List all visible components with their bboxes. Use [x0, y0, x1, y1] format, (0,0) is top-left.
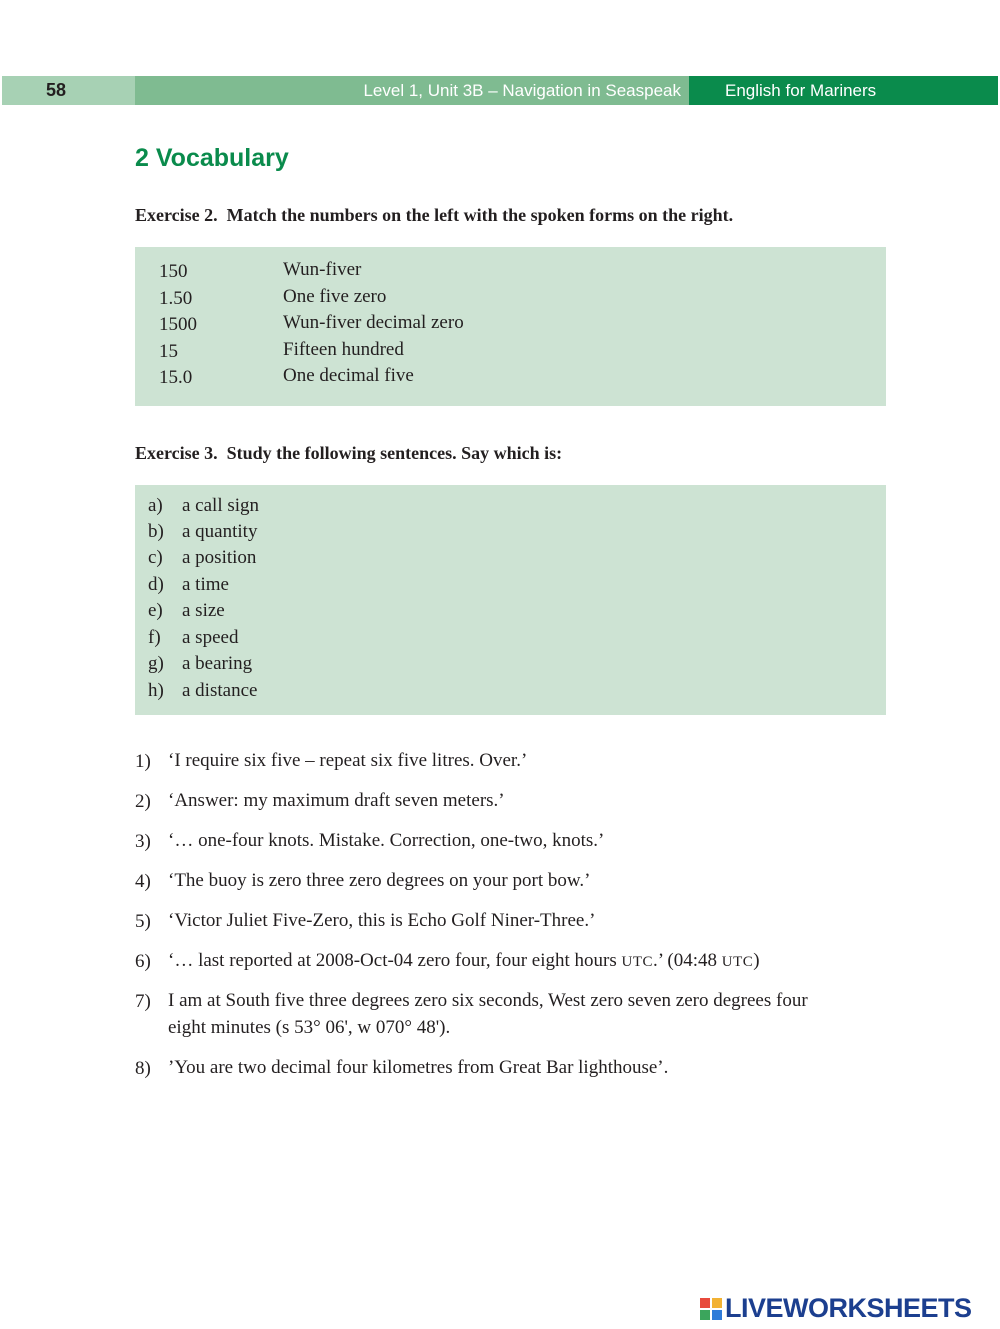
option-letter: c)	[148, 547, 163, 568]
number-item: 15	[159, 341, 178, 362]
number-item: 150	[159, 261, 188, 282]
option-letter: e)	[148, 600, 163, 621]
book-title: English for Mariners	[725, 81, 877, 100]
option-letter: f)	[148, 627, 161, 648]
sentence-text-line2: eight minutes (s 53° 06', w 070° 48').	[168, 1017, 451, 1038]
sentence-number: 2)	[135, 791, 151, 812]
unit-title: Level 1, Unit 3B – Navigation in Seaspeak	[363, 81, 681, 100]
option-letter: a)	[148, 495, 163, 516]
option-letter: d)	[148, 574, 164, 595]
option-text: a size	[182, 600, 225, 621]
logo-grid-icon	[700, 1298, 722, 1320]
spoken-form-item: Wun-fiver	[283, 259, 362, 280]
page-header	[2, 76, 998, 105]
sentence-text: ‘The buoy is zero three zero degrees on your port bow.’	[168, 870, 591, 891]
spoken-form-item: One five zero	[283, 286, 387, 307]
option-text: a position	[182, 547, 257, 568]
exercise2-title: Exercise 2. Match the numbers on the left with the spoken forms on the right.	[135, 205, 734, 225]
sentence-number: 1)	[135, 751, 151, 772]
sentence-text-part: ‘… last reported at 2008-Oct-04 zero four, four eight hours	[168, 950, 622, 971]
page-number-tab	[2, 76, 135, 105]
page-number: 58	[46, 80, 67, 100]
sentence-text: ‘I require six five – repeat six five litres. Over.’	[168, 750, 528, 771]
exercise3-title: Exercise 3. Study the following sentences. Say which is:	[135, 443, 563, 463]
option-text: a quantity	[182, 521, 258, 542]
option-letter: b)	[148, 521, 164, 542]
spoken-form-item: Wun-fiver decimal zero	[283, 312, 464, 333]
sentence-text: ‘… one-four knots. Mistake. Correction, one-two, knots.’	[168, 830, 605, 851]
sentence-text: ‘Victor Juliet Five-Zero, this is Echo Golf Niner-Three.’	[168, 910, 596, 931]
number-item: 1500	[159, 314, 197, 335]
number-item: 15.0	[159, 367, 193, 388]
logo-square	[712, 1310, 722, 1320]
sentence-text-line1: I am at South five three degrees zero six seconds, West zero seven zero degrees four	[168, 990, 808, 1011]
sentence-number: 3)	[135, 831, 151, 852]
option-text: a bearing	[182, 653, 253, 674]
liveworksheets-logo[interactable]	[700, 1293, 992, 1323]
sentence-text-part: )	[753, 950, 760, 971]
sentence-number: 6)	[135, 951, 151, 972]
sentence-number: 5)	[135, 911, 151, 932]
sentence-text: ’You are two decimal four kilometres from Great Bar lighthouse’.	[168, 1057, 669, 1078]
sentence-text-part: .’ (04:48	[653, 950, 722, 971]
option-text: a distance	[182, 680, 258, 701]
option-letter: h)	[148, 680, 164, 701]
spoken-form-item: Fifteen hundred	[283, 339, 404, 360]
section-title: 2 Vocabulary	[135, 144, 289, 172]
unit-title-bar	[135, 76, 689, 105]
exercise2-box	[135, 247, 886, 406]
exercise3-options-box	[135, 485, 886, 715]
logo-text: LIVEWORKSHEETS	[725, 1293, 972, 1323]
option-text: a time	[182, 574, 229, 595]
sentence-number: 7)	[135, 991, 151, 1012]
sentence-text: ‘Answer: my maximum draft seven meters.’	[168, 790, 505, 811]
logo-square	[712, 1298, 722, 1308]
logo-square	[700, 1298, 710, 1308]
option-text: a speed	[182, 627, 239, 648]
option-text: a call sign	[182, 495, 260, 516]
number-item: 1.50	[159, 288, 193, 309]
sentence-text	[168, 950, 760, 972]
spoken-form-item: One decimal five	[283, 365, 414, 386]
sentence-number: 4)	[135, 871, 151, 892]
sentence-number: 8)	[135, 1058, 151, 1079]
book-title-bar	[689, 76, 998, 105]
utc-abbrev: UTC	[721, 954, 754, 970]
logo-square	[700, 1310, 710, 1320]
utc-abbrev: UTC	[621, 954, 654, 970]
option-letter: g)	[148, 653, 164, 674]
